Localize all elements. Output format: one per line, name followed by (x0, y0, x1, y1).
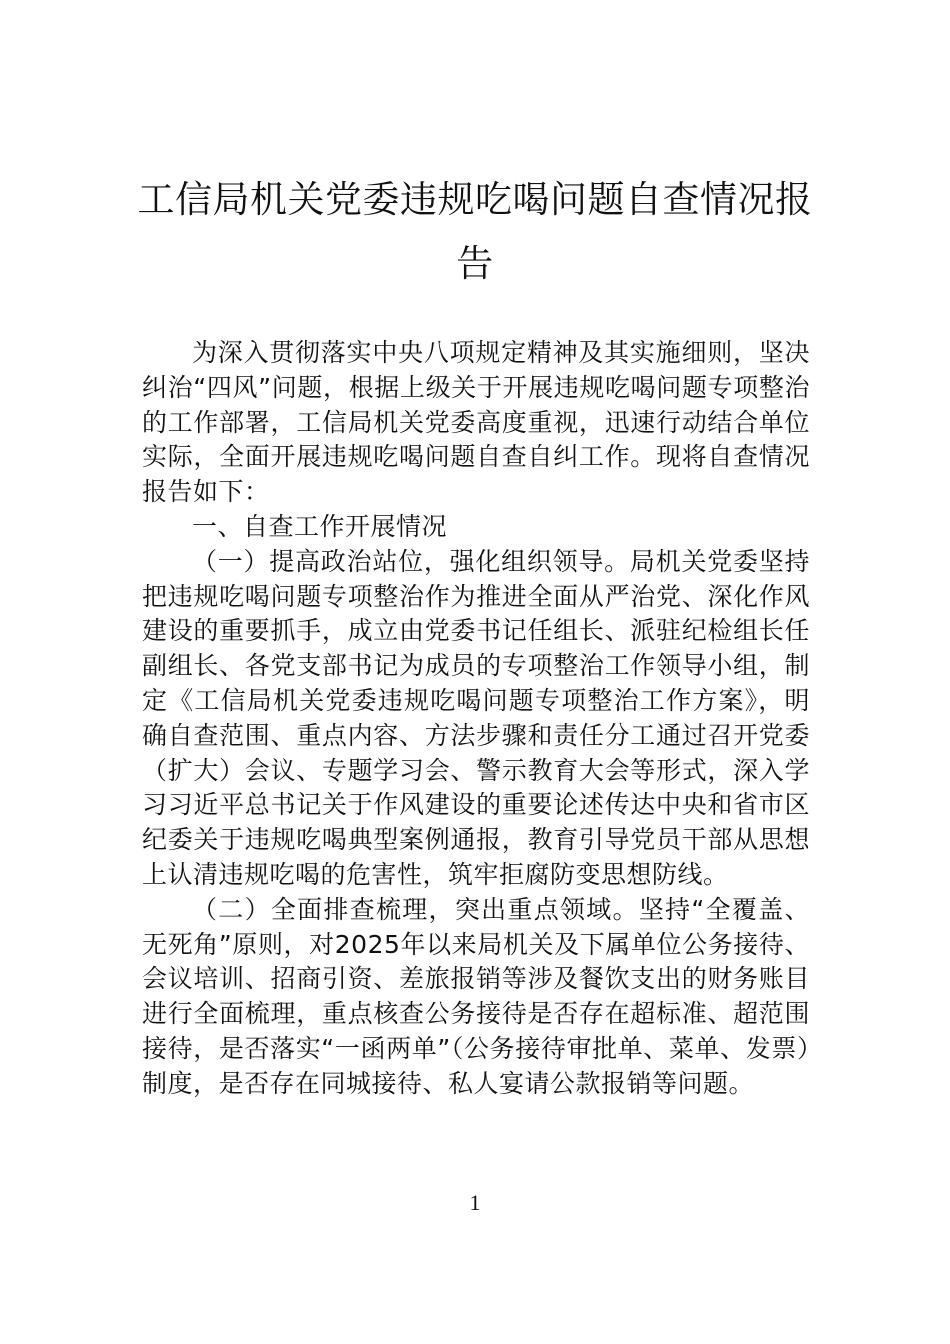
title-line-1: 工信局机关党委违规吃喝问题自查情况报 (137, 178, 813, 221)
document-body (142, 336, 810, 1102)
section-heading: 一、自查工作开展情况 (192, 511, 448, 541)
page-number: 1 (469, 1190, 481, 1215)
section-item-2-paragraph: （二）全面排查梳理，突出重点领域。坚持“全覆盖、无死角”原则，对2025年以来局机关及下属单位公务接待、会议培训、招商引资、差旅报销等涉及餐饮支出的财务账目进行全面梳理，重点核查公务接待是否存在超标准、超范围接待，是否落实“一函两单”（公务接待审批单、菜单、发票）制度，是否存在同城接待、私人宴请公款报销等问题。 (142, 894, 810, 1098)
title-line-2: 告 (456, 242, 494, 285)
section-item-1-paragraph: （一）提高政治站位，强化组织领导。局机关党委坚持把违规吃喝问题专项整治作为推进全面从严治党、深化作风建设的重要抓手，成立由党委书记任组长、派驻纪检组长任副组长、各党支部书记为成员的专项整治工作领导小组，制定《工信局机关党委违规吃喝问题专项整治工作方案》，明确自查范围、重点内容、方法步骤和责任分工通过召开党委（扩大）会议、专题学习会、警示教育大会等形式，深入学习习近平总书记关于作风建设的重要论述传达中央和省市区纪委关于违规吃喝典型案例通报，教育引导党员干部从思想上认清违规吃喝的危害性，筑牢拒腐防变思想防线。 (142, 546, 810, 889)
document-title (120, 168, 830, 296)
intro-paragraph: 为深入贯彻落实中央八项规定精神及其实施细则，坚决纠治“四风”问题，根据上级关于开展违规吃喝问题专项整治的工作部署，工信局机关党委高度重视，迅速行动结合单位实际，全面开展违规吃喝问题自查自纠工作。现将自查情况报告如下： (142, 338, 810, 507)
